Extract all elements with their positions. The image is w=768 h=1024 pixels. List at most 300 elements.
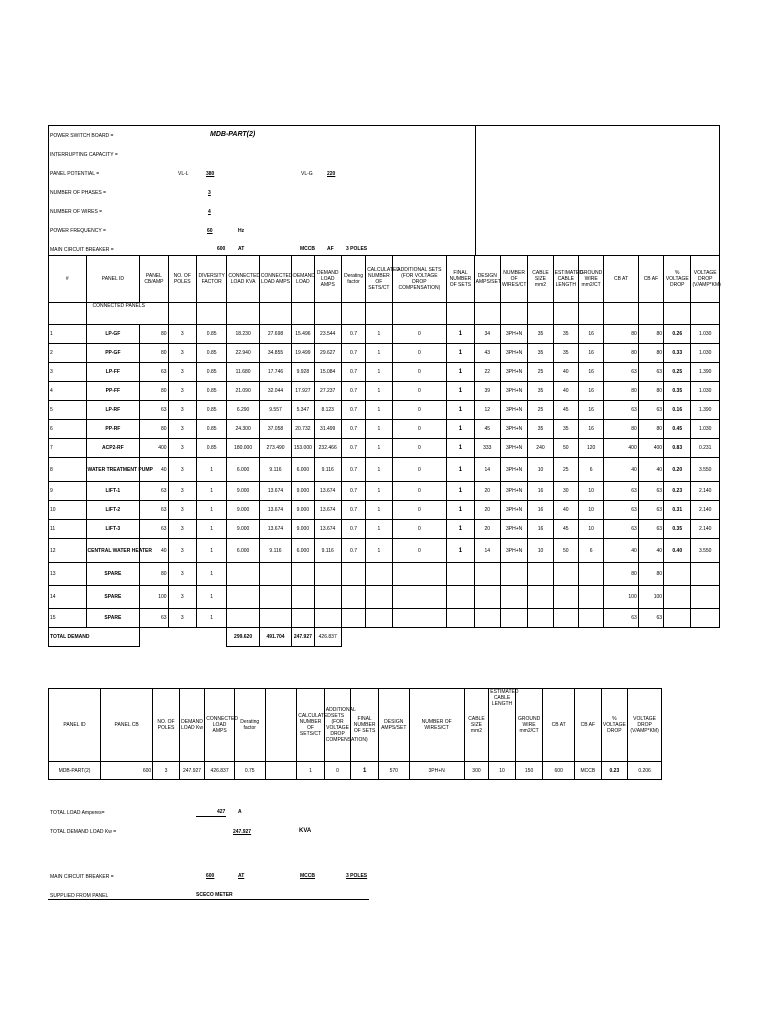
table-cell: 1 — [366, 458, 392, 482]
table-row — [49, 563, 720, 586]
table-cell: WATER TREATMENT PUMP — [86, 458, 140, 482]
table-cell: 1 — [366, 520, 392, 539]
table-row — [49, 458, 720, 482]
total-demand-amps: 426.837 — [314, 628, 341, 647]
table-cell: 50 — [553, 539, 578, 563]
table-cell: 63 — [140, 363, 168, 382]
frequency-unit: Hz — [238, 228, 245, 234]
table-cell: 80 — [140, 325, 168, 344]
table-cell: 0.33 — [664, 344, 691, 363]
table-cell: 63 — [140, 482, 168, 501]
table-cell: 20.732 — [292, 420, 314, 439]
table-cell — [259, 609, 291, 628]
table-cell: 12 — [474, 401, 500, 420]
table-cell: 22 — [474, 363, 500, 382]
table-cell: 32.044 — [259, 382, 291, 401]
totals-main-cb-label: MAIN CIRCUIT BREAKER = — [50, 874, 114, 880]
table-cell: 3PH+N — [500, 363, 527, 382]
table-cell — [500, 609, 527, 628]
table-cell: LIFT-2 — [86, 501, 140, 520]
table-cell: 0.7 — [341, 458, 365, 482]
panels-table — [48, 255, 720, 647]
table-cell: 0.85 — [196, 382, 226, 401]
table-cell: 2.140 — [691, 520, 720, 539]
table-cell: 1.030 — [691, 420, 720, 439]
table-row — [49, 609, 720, 628]
table-cell: 1 — [366, 344, 392, 363]
table-cell: 0 — [392, 482, 447, 501]
table-cell: 1 — [366, 482, 392, 501]
table-cell: 14 — [49, 586, 87, 609]
vlg-value: 220 — [327, 171, 336, 177]
table-cell: 6.000 — [227, 458, 259, 482]
header-cell: DEMAND LOAD — [292, 256, 314, 303]
table-cell: 9.000 — [292, 482, 314, 501]
table-cell: 0 — [392, 344, 447, 363]
table-cell: 5 — [49, 401, 87, 420]
table-cell: 40 — [553, 501, 578, 520]
table-cell: 39 — [474, 382, 500, 401]
table-cell: 1 — [196, 501, 226, 520]
table-cell — [528, 563, 553, 586]
table-cell: 17.927 — [292, 382, 314, 401]
table-cell — [664, 586, 691, 609]
main-cb-af: AF — [327, 246, 334, 252]
table-cell: 1 — [366, 539, 392, 563]
header-cell: ADDITIONAL SETS (FOR VOLTAGE DROP COMPENSATION) — [392, 256, 447, 303]
section-row — [49, 303, 720, 325]
table-cell: 37.058 — [259, 420, 291, 439]
table-cell: 16 — [578, 363, 603, 382]
table-cell: 6.000 — [292, 458, 314, 482]
summary-header-row — [49, 689, 662, 762]
table-cell: 63 — [638, 609, 663, 628]
table-cell: 14 — [474, 458, 500, 482]
summary-header-cell: CALCULATED NUMBER OF SETS/CT — [297, 689, 325, 762]
table-cell: 17.746 — [259, 363, 291, 382]
table-cell: 333 — [474, 439, 500, 458]
table-cell: 3PH+N — [500, 401, 527, 420]
table-cell — [528, 609, 553, 628]
summary-header-cell: PANEL ID — [49, 689, 101, 762]
table-row — [49, 520, 720, 539]
table-cell: 7 — [49, 439, 87, 458]
table-cell: 1 — [196, 520, 226, 539]
table-cell: 35 — [553, 344, 578, 363]
header-cell: CB AT — [604, 256, 638, 303]
header-cell: GROUND WIRE mm2/CT — [578, 256, 603, 303]
table-cell — [292, 586, 314, 609]
table-row — [49, 501, 720, 520]
table-cell: 80 — [638, 325, 663, 344]
info-box — [48, 125, 476, 256]
table-cell: 45 — [474, 420, 500, 439]
table-cell: 30 — [553, 482, 578, 501]
table-cell — [366, 563, 392, 586]
table-cell: 80 — [604, 420, 638, 439]
table-cell — [500, 586, 527, 609]
table-cell — [341, 563, 365, 586]
summary-cell: 0 — [324, 762, 351, 780]
table-cell: 3PH+N — [500, 501, 527, 520]
table-cell: 15 — [49, 609, 87, 628]
table-cell: 6 — [578, 539, 603, 563]
table-cell — [474, 609, 500, 628]
table-cell: 0.40 — [664, 539, 691, 563]
table-cell: 3.550 — [691, 539, 720, 563]
summary-header-cell: CABLE SIZE mm2 — [464, 689, 489, 762]
table-row — [49, 363, 720, 382]
table-cell: 9.116 — [259, 458, 291, 482]
table-cell: 63 — [638, 482, 663, 501]
table-cell: 0.85 — [196, 401, 226, 420]
table-cell: 0.31 — [664, 501, 691, 520]
summary-header-cell: DESIGN AMPS/SET — [378, 689, 409, 762]
table-cell: 16 — [578, 401, 603, 420]
supplied-value: SCECO METER — [196, 892, 233, 898]
table-cell: 0 — [392, 420, 447, 439]
table-cell: 1 — [366, 439, 392, 458]
table-cell: ACP2-RF — [86, 439, 140, 458]
table-cell: 100 — [604, 586, 638, 609]
table-cell: 3 — [168, 501, 196, 520]
summary-header-cell: CB AF — [575, 689, 602, 762]
frequency-label: POWER FREQUENCY = — [50, 228, 106, 234]
table-cell: 0 — [392, 325, 447, 344]
table-cell: 400 — [638, 439, 663, 458]
table-cell: 0.231 — [691, 439, 720, 458]
table-cell — [578, 586, 603, 609]
table-cell — [314, 609, 341, 628]
table-cell — [366, 586, 392, 609]
table-cell: 80 — [638, 382, 663, 401]
table-cell: 16 — [528, 501, 553, 520]
table-cell: 3 — [168, 401, 196, 420]
table-cell: 40 — [604, 458, 638, 482]
summary-header-cell: NUMBER OF WIRES/CT — [409, 689, 464, 762]
table-cell: 1 — [196, 539, 226, 563]
summary-cell — [265, 762, 297, 780]
table-cell: 9.000 — [227, 482, 259, 501]
table-cell: 1.030 — [691, 382, 720, 401]
table-cell: 1 — [196, 586, 226, 609]
table-cell — [691, 586, 720, 609]
table-row — [49, 439, 720, 458]
table-cell — [474, 586, 500, 609]
table-cell — [341, 609, 365, 628]
main-cb-type: MCCB — [300, 246, 315, 252]
table-cell: 153.000 — [292, 439, 314, 458]
table-cell: CENTRAL WATER HEATER — [86, 539, 140, 563]
table-cell: 0.35 — [664, 520, 691, 539]
table-cell: 16 — [528, 520, 553, 539]
table-cell — [664, 563, 691, 586]
summary-cell: 426.837 — [205, 762, 235, 780]
table-cell: 9.557 — [259, 401, 291, 420]
table-cell: PP-FF — [86, 382, 140, 401]
summary-cell: MDB-PART(2) — [49, 762, 101, 780]
header-cell: CB AF — [638, 256, 663, 303]
table-cell: 14 — [474, 539, 500, 563]
table-cell: 40 — [553, 382, 578, 401]
table-cell: 0.16 — [664, 401, 691, 420]
table-cell: 63 — [140, 501, 168, 520]
table-cell: 0.25 — [664, 363, 691, 382]
total-demand-unit: KVA — [299, 828, 312, 834]
table-cell: 63 — [604, 363, 638, 382]
summary-cell: 3PH+N — [409, 762, 464, 780]
panels-header-row — [49, 256, 720, 303]
table-cell — [553, 609, 578, 628]
table-cell: 3PH+N — [500, 439, 527, 458]
header-cell: DEMAND LOAD AMPS — [314, 256, 341, 303]
summary-cell: 0.23 — [601, 762, 628, 780]
table-cell: 11 — [49, 520, 87, 539]
table-cell: 16 — [578, 420, 603, 439]
table-cell: 6 — [578, 458, 603, 482]
main-cb-poles: 3 POLES — [346, 246, 368, 252]
total-demand-label: TOTAL DEMAND LOAD Kw = — [50, 829, 117, 835]
table-cell: 2.140 — [691, 501, 720, 520]
table-cell: 9 — [49, 482, 87, 501]
table-cell: 80 — [140, 420, 168, 439]
table-cell: 1 — [366, 420, 392, 439]
table-cell: 6 — [49, 420, 87, 439]
table-cell: 40 — [140, 539, 168, 563]
table-cell — [578, 609, 603, 628]
table-cell: 45 — [553, 401, 578, 420]
table-cell — [227, 609, 259, 628]
table-cell: 3 — [168, 539, 196, 563]
summary-header-cell: DEMAND LOAD Kw — [179, 689, 205, 762]
header-cell: CONNECTED LOAD KVA — [227, 256, 259, 303]
table-cell: 63 — [140, 401, 168, 420]
summary-header-cell: CB AT — [543, 689, 575, 762]
table-cell: 1 — [447, 439, 474, 458]
table-cell: 22.940 — [227, 344, 259, 363]
table-cell: 63 — [638, 520, 663, 539]
main-cb-value: 600 — [217, 246, 226, 252]
header-cell: CALCULATED NUMBER OF SETS/CT — [366, 256, 392, 303]
total-load-unit: A — [238, 809, 242, 815]
header-cell: ESTIMATED CABLE LENGTH — [553, 256, 578, 303]
table-cell: 2 — [49, 344, 87, 363]
table-cell: 0.85 — [196, 325, 226, 344]
table-cell: 0 — [392, 458, 447, 482]
table-cell: 63 — [604, 501, 638, 520]
total-label: TOTAL DEMAND — [49, 628, 140, 647]
table-cell: 16 — [578, 382, 603, 401]
table-row — [49, 482, 720, 501]
summary-header-cell: CONNECTED LOAD AMPS — [205, 689, 235, 762]
table-cell: 0.45 — [664, 420, 691, 439]
table-cell: 13.674 — [314, 482, 341, 501]
table-cell: PP-GF — [86, 344, 140, 363]
table-cell — [227, 563, 259, 586]
table-cell: 80 — [604, 325, 638, 344]
total-connected-amps: 491.704 — [259, 628, 291, 647]
table-cell: 0 — [392, 539, 447, 563]
summary-header-cell: VOLTAGE DROP (V/AMP*KM) — [628, 689, 662, 762]
table-cell: 0.7 — [341, 501, 365, 520]
table-cell: 1 — [447, 520, 474, 539]
table-cell: 0.7 — [341, 401, 365, 420]
table-cell: 25 — [528, 401, 553, 420]
table-cell: 1 — [49, 325, 87, 344]
table-cell — [314, 586, 341, 609]
table-cell: 1 — [447, 401, 474, 420]
table-cell — [528, 586, 553, 609]
table-cell: 20 — [474, 520, 500, 539]
table-cell: 80 — [140, 563, 168, 586]
wires-label: NUMBER OF WIRES = — [50, 209, 103, 215]
header-cell: CONNECTED LOAD AMPS — [259, 256, 291, 303]
table-cell: 80 — [604, 382, 638, 401]
table-cell: 1 — [447, 325, 474, 344]
table-cell: 0.83 — [664, 439, 691, 458]
table-cell — [474, 563, 500, 586]
vlg-label: VL-G — [301, 171, 313, 177]
table-cell: 40 — [604, 539, 638, 563]
header-cell: FINAL NUMBER OF SETS — [447, 256, 474, 303]
header-cell: CABLE SIZE mm2 — [528, 256, 553, 303]
table-cell: 0.23 — [664, 482, 691, 501]
table-cell: 3 — [168, 563, 196, 586]
vll-label: VL-L — [178, 171, 189, 177]
table-cell: 23.544 — [314, 325, 341, 344]
totals-main-cb-poles: 3 POLES — [346, 873, 368, 879]
table-cell — [447, 609, 474, 628]
table-cell: 27.237 — [314, 382, 341, 401]
table-cell: 1 — [447, 420, 474, 439]
summary-cell: 600 — [543, 762, 575, 780]
table-cell: 3 — [168, 482, 196, 501]
summary-header-cell: FINAL NUMBER OF SETS — [351, 689, 379, 762]
table-cell: 0.7 — [341, 363, 365, 382]
table-cell: 1 — [366, 325, 392, 344]
table-cell: 63 — [638, 401, 663, 420]
table-cell: 3 — [168, 439, 196, 458]
summary-cell: 3 — [153, 762, 180, 780]
table-cell — [392, 586, 447, 609]
table-cell: 3PH+N — [500, 482, 527, 501]
summary-header-cell: GROUND WIRE mm2/CT — [515, 689, 543, 762]
table-cell — [392, 563, 447, 586]
table-cell: 3PH+N — [500, 539, 527, 563]
panel-potential-label: PANEL POTENTIAL = — [50, 171, 100, 177]
table-cell: 1 — [196, 609, 226, 628]
table-cell: 9.000 — [227, 520, 259, 539]
table-cell: 400 — [140, 439, 168, 458]
section-label: CONNECTED PANELS — [86, 303, 168, 325]
table-cell — [691, 563, 720, 586]
table-cell: 16 — [578, 344, 603, 363]
table-cell: 10 — [528, 539, 553, 563]
table-cell: 0.26 — [664, 325, 691, 344]
table-cell: 80 — [140, 344, 168, 363]
table-cell: 9.000 — [292, 501, 314, 520]
main-cb-unit: AT — [238, 246, 245, 252]
table-cell: 3 — [168, 363, 196, 382]
table-cell: 0.7 — [341, 539, 365, 563]
table-cell: LIFT-1 — [86, 482, 140, 501]
table-cell: 3PH+N — [500, 520, 527, 539]
table-cell: 6.290 — [227, 401, 259, 420]
table-cell: 63 — [604, 520, 638, 539]
summary-header-cell: NO. OF POLES — [153, 689, 180, 762]
header-cell: DESIGN AMPS/SET — [474, 256, 500, 303]
table-cell: 15.084 — [314, 363, 341, 382]
table-cell: 19.499 — [292, 344, 314, 363]
table-cell: 3 — [168, 609, 196, 628]
table-cell — [259, 563, 291, 586]
table-cell: 34 — [474, 325, 500, 344]
table-cell: 24.300 — [227, 420, 259, 439]
table-cell: 1 — [366, 501, 392, 520]
table-cell: 27.698 — [259, 325, 291, 344]
table-cell: 0 — [392, 363, 447, 382]
summary-cell: 0.75 — [234, 762, 265, 780]
table-cell — [314, 563, 341, 586]
header-cell: DIVERSITY FACTOR — [196, 256, 226, 303]
table-cell: 9.116 — [314, 539, 341, 563]
table-cell: 0.7 — [341, 325, 365, 344]
table-cell — [392, 609, 447, 628]
table-cell: 13.674 — [314, 520, 341, 539]
table-cell: 0.7 — [341, 520, 365, 539]
table-cell: 0.20 — [664, 458, 691, 482]
table-cell — [292, 563, 314, 586]
table-cell: 273.490 — [259, 439, 291, 458]
table-cell: 0.85 — [196, 420, 226, 439]
table-cell: 1 — [196, 482, 226, 501]
table-cell: SPARE — [86, 609, 140, 628]
summary-cell: 10 — [489, 762, 516, 780]
phases-label: NUMBER OF PHASES = — [50, 190, 106, 196]
table-cell: 63 — [140, 520, 168, 539]
table-cell: 80 — [604, 563, 638, 586]
summary-header-cell: ESTIMATED CABLE LENGTH — [489, 689, 516, 762]
table-cell: 80 — [638, 420, 663, 439]
table-cell: 0 — [392, 382, 447, 401]
table-row — [49, 401, 720, 420]
table-cell: 16 — [528, 482, 553, 501]
table-cell: 3 — [168, 344, 196, 363]
table-cell: 63 — [638, 363, 663, 382]
table-cell: 80 — [604, 344, 638, 363]
table-cell: 63 — [638, 501, 663, 520]
table-cell: LP-GF — [86, 325, 140, 344]
table-cell: 1 — [447, 501, 474, 520]
table-cell: 45 — [553, 520, 578, 539]
table-cell: 6.000 — [292, 539, 314, 563]
table-cell: 0.85 — [196, 439, 226, 458]
header-cell: Derating factor — [341, 256, 365, 303]
summary-cell: 600 — [101, 762, 153, 780]
table-cell: 3PH+N — [500, 420, 527, 439]
table-cell: LP-RF — [86, 401, 140, 420]
summary-table — [48, 688, 662, 780]
table-cell: 31.499 — [314, 420, 341, 439]
table-cell: 35 — [528, 420, 553, 439]
table-cell: 63 — [604, 609, 638, 628]
table-cell: 40 — [553, 363, 578, 382]
total-load-underline — [196, 816, 226, 817]
table-cell: 13.674 — [259, 501, 291, 520]
table-cell: 40 — [638, 458, 663, 482]
table-cell: 0.7 — [341, 382, 365, 401]
summary-header-cell — [265, 689, 297, 762]
